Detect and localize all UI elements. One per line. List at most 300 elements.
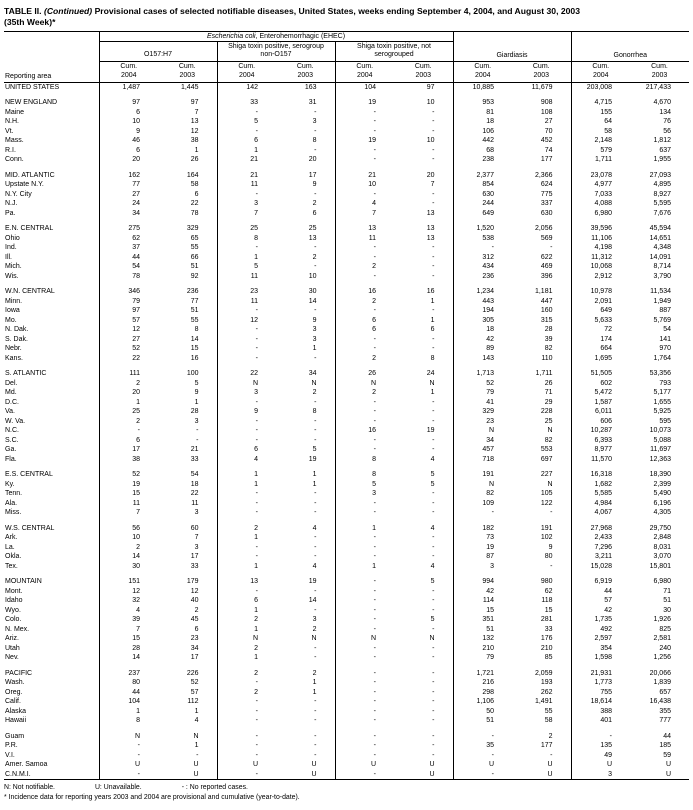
value-cell: 31 <box>308 99 317 107</box>
legend-dash: - : No reported cases. <box>181 784 248 792</box>
value-cell: 6,919 <box>571 571 630 587</box>
value-cell: 16 <box>335 426 394 436</box>
value-cell: 2 <box>335 354 394 364</box>
value-cell: 57 <box>190 688 199 696</box>
value-cell: - <box>314 146 317 154</box>
value-cell: 14 <box>99 653 158 663</box>
value-cell: 1 <box>99 707 158 717</box>
value-cell: - <box>335 108 394 118</box>
reporting-area-cell: Iowa <box>5 307 20 315</box>
value-cell: 637 <box>659 146 671 154</box>
reporting-area-cell: E.N. CENTRAL <box>5 225 54 233</box>
table-row <box>4 571 689 587</box>
value-cell: 13 <box>308 234 317 242</box>
value-cell: - <box>432 118 435 126</box>
value-cell: 79 <box>453 388 512 398</box>
value-cell: - <box>432 587 435 595</box>
value-cell: 21 <box>190 446 199 454</box>
ehec-group-header <box>99 32 453 42</box>
value-cell: 3 <box>453 562 512 572</box>
value-cell: - <box>217 398 276 408</box>
table-row <box>4 464 689 480</box>
value-cell: 34 <box>190 644 199 652</box>
value-cell: N <box>453 480 512 490</box>
value-cell: 4 <box>335 199 394 209</box>
cum-year-header <box>394 62 453 82</box>
value-cell: 262 <box>540 688 553 696</box>
value-cell: 4 <box>217 455 276 465</box>
reporting-area-cell: Hawaii <box>5 717 27 725</box>
value-cell: 55 <box>544 707 553 715</box>
reporting-area-cell: Minn. <box>5 297 23 305</box>
value-cell: - <box>335 127 394 137</box>
value-cell: 312 <box>453 253 512 263</box>
value-cell: 33 <box>217 92 276 108</box>
table-row <box>4 625 689 635</box>
value-cell: 8 <box>335 464 394 480</box>
value-cell: - <box>335 571 394 587</box>
value-cell: - <box>335 243 394 253</box>
reporting-area-cell: Colo. <box>5 616 22 624</box>
value-cell: U <box>311 761 317 769</box>
value-cell: 15 <box>99 489 158 499</box>
value-cell: 4 <box>430 455 435 463</box>
value-cell: 59 <box>663 751 671 759</box>
value-cell: N <box>547 480 553 488</box>
year-label: 2003 <box>179 71 196 79</box>
value-cell: 66 <box>190 253 199 261</box>
value-cell: 777 <box>659 717 671 725</box>
subgroup-header: Shiga toxin positive, not serogrouped <box>335 42 453 62</box>
value-cell: 1,234 <box>453 281 512 297</box>
value-cell: - <box>217 741 276 751</box>
value-cell: - <box>335 155 394 165</box>
value-cell: 2 <box>99 379 158 389</box>
value-cell: 102 <box>540 534 553 542</box>
value-cell: 630 <box>540 209 553 217</box>
value-cell: 9 <box>194 389 199 397</box>
value-cell: - <box>432 707 435 715</box>
table-row <box>4 644 689 654</box>
value-cell: 227 <box>540 471 553 479</box>
value-cell: 1,764 <box>653 354 671 362</box>
value-cell: - <box>335 741 394 751</box>
table-row <box>4 634 689 644</box>
value-cell: - <box>196 751 199 759</box>
value-cell: 1,711 <box>535 370 553 378</box>
value-cell: 12,363 <box>649 455 671 463</box>
value-cell: 7 <box>99 625 158 635</box>
value-cell: 6,393 <box>571 436 630 446</box>
value-cell: 60 <box>190 524 199 532</box>
value-cell: - <box>432 190 435 198</box>
value-cell: - <box>432 499 435 507</box>
value-cell: 142 <box>217 82 276 92</box>
value-cell: 68 <box>453 146 512 156</box>
value-cell: 38 <box>190 137 199 145</box>
value-cell: - <box>217 325 276 335</box>
value-cell: 8 <box>312 137 317 145</box>
value-cell: 25 <box>217 218 276 234</box>
value-cell: - <box>432 669 435 677</box>
value-cell: - <box>217 587 276 597</box>
value-cell: U <box>311 770 317 778</box>
value-cell: 434 <box>453 262 512 272</box>
value-cell: 12 <box>190 587 199 595</box>
value-cell: 17 <box>190 553 199 561</box>
value-cell: - <box>335 663 394 679</box>
table-title <box>4 6 689 27</box>
value-cell: 579 <box>571 146 630 156</box>
value-cell: - <box>550 509 553 517</box>
value-cell: - <box>314 732 317 740</box>
reporting-area-cell: N.C. <box>5 427 19 435</box>
value-cell: 1 <box>217 653 276 663</box>
reporting-area-cell: Alaska <box>5 707 27 715</box>
value-cell: - <box>335 253 394 263</box>
reporting-area-cell: Ark. <box>5 534 18 542</box>
header-row-cumulative <box>4 62 689 82</box>
value-cell: 13 <box>190 118 199 126</box>
table-row <box>4 562 689 572</box>
table-row <box>4 653 689 663</box>
value-cell: N <box>311 379 317 387</box>
value-cell: 1 <box>217 562 276 572</box>
table-row <box>4 108 689 118</box>
value-cell: U <box>99 760 158 770</box>
value-cell: - <box>432 490 435 498</box>
value-cell: - <box>335 625 394 635</box>
value-cell: 54 <box>190 471 199 479</box>
value-cell: 49 <box>571 751 630 761</box>
reporting-area-cell: N.H. <box>5 118 19 126</box>
value-cell: 4 <box>430 562 435 570</box>
value-cell: 23 <box>453 417 512 427</box>
value-cell: - <box>335 117 394 127</box>
value-cell: 19 <box>426 427 435 435</box>
value-cell: 3 <box>312 326 317 334</box>
value-cell: 10 <box>99 117 158 127</box>
cum-label: Cum. <box>356 63 374 71</box>
reporting-area-cell: W.N. CENTRAL <box>5 288 55 296</box>
value-cell: 6 <box>430 326 435 334</box>
value-cell: 6,011 <box>571 407 630 417</box>
value-cell: 177 <box>540 156 553 164</box>
value-cell: 27 <box>99 190 158 200</box>
value-cell: 6,196 <box>653 499 671 507</box>
value-cell: 2,059 <box>534 669 553 677</box>
value-cell: - <box>335 533 394 543</box>
value-cell: - <box>314 190 317 198</box>
value-cell: U <box>547 761 553 769</box>
value-cell: - <box>335 146 394 156</box>
value-cell: 55 <box>190 316 199 324</box>
cum-year-header <box>571 62 630 82</box>
value-cell: 11,106 <box>571 234 630 244</box>
reporting-area-cell: N.Y. City <box>5 190 32 198</box>
value-cell: 62 <box>99 234 158 244</box>
value-cell: 953 <box>453 92 512 108</box>
value-cell: 7,676 <box>653 209 671 217</box>
value-cell: 1 <box>217 533 276 543</box>
value-cell: 315 <box>540 316 553 324</box>
year-label: 2003 <box>651 71 668 79</box>
value-cell: 18 <box>453 117 512 127</box>
table-row <box>4 155 689 165</box>
value-cell: 20 <box>426 171 435 179</box>
value-cell: - <box>314 427 317 435</box>
value-cell: 457 <box>453 445 512 455</box>
table-row <box>4 606 689 616</box>
value-cell: 163 <box>304 83 317 91</box>
value-cell: 281 <box>540 616 553 624</box>
value-cell: 1 <box>430 316 435 324</box>
value-cell: 185 <box>659 742 671 750</box>
value-cell: 54 <box>99 262 158 272</box>
cum-label: Cum. <box>296 63 314 71</box>
value-cell: 6 <box>217 136 276 146</box>
value-cell: 37 <box>99 243 158 253</box>
value-cell: 64 <box>571 117 630 127</box>
table-row <box>4 663 689 679</box>
value-cell: 51 <box>453 716 512 726</box>
value-cell: 3 <box>571 770 630 780</box>
value-cell: 15,028 <box>571 562 630 572</box>
value-cell: 1,735 <box>571 615 630 625</box>
year-label: 2004 <box>120 71 137 79</box>
value-cell: 2,597 <box>571 634 630 644</box>
value-cell: 28 <box>190 408 199 416</box>
value-cell: 908 <box>540 99 553 107</box>
value-cell: 10,068 <box>571 262 630 272</box>
value-cell: 5 <box>217 117 276 127</box>
value-cell: 80 <box>99 678 158 688</box>
value-cell: - <box>99 751 158 761</box>
value-cell: 1,812 <box>653 137 671 145</box>
value-cell: N <box>335 379 394 389</box>
value-cell: - <box>335 697 394 707</box>
value-cell: - <box>217 243 276 253</box>
value-cell: 401 <box>571 716 630 726</box>
reporting-area-cell: Mich. <box>5 263 22 271</box>
reporting-area-cell: Tex. <box>5 562 18 570</box>
header-row-groups <box>4 32 689 42</box>
value-cell: 4,305 <box>653 509 671 517</box>
value-cell: 2 <box>335 297 394 307</box>
value-cell: 11,679 <box>531 83 553 91</box>
value-cell: 2 <box>99 543 158 553</box>
value-cell: 12 <box>99 325 158 335</box>
value-cell: 194 <box>453 306 512 316</box>
value-cell: N <box>311 635 317 643</box>
value-cell: U <box>335 760 394 770</box>
value-cell: 13 <box>426 225 435 233</box>
value-cell: 35 <box>453 741 512 751</box>
value-cell: 52 <box>99 464 158 480</box>
value-cell: 354 <box>571 644 630 654</box>
value-cell: - <box>432 751 435 759</box>
value-cell: 1 <box>430 297 435 305</box>
year-label: 2004 <box>474 71 491 79</box>
value-cell: 17 <box>99 445 158 455</box>
value-cell: 6,980 <box>571 209 630 219</box>
legend-n: N: Not notifiable. <box>4 784 55 792</box>
value-cell: 9 <box>312 181 317 189</box>
value-cell: 56 <box>99 518 158 534</box>
value-cell: 4,895 <box>653 181 671 189</box>
cum-label: Cum. <box>178 63 196 71</box>
reporting-area-cell: Maine <box>5 108 25 116</box>
value-cell: 51 <box>190 307 199 315</box>
value-cell: U <box>571 760 630 770</box>
table-row <box>4 388 689 398</box>
legend-u: U: Unavailable. <box>94 784 142 792</box>
value-cell: 79 <box>453 653 512 663</box>
value-cell: N <box>99 726 158 742</box>
reporting-area-cell: Utah <box>5 644 20 652</box>
value-cell: - <box>453 726 512 742</box>
cum-label: Cum. <box>120 63 138 71</box>
table-row <box>4 281 689 297</box>
value-cell: 10 <box>426 137 435 145</box>
value-cell: - <box>432 408 435 416</box>
value-cell: 34 <box>308 370 317 378</box>
table-row <box>4 552 689 562</box>
value-cell: 58 <box>544 717 553 725</box>
value-cell: U <box>429 761 435 769</box>
table-row <box>4 445 689 455</box>
value-cell: 5 <box>430 471 435 479</box>
value-cell: 44 <box>99 688 158 698</box>
reporting-area-cell: Ind. <box>5 244 17 252</box>
value-cell: 5,633 <box>571 316 630 326</box>
value-cell: 135 <box>571 741 630 751</box>
value-cell: 1 <box>312 480 317 488</box>
value-cell: 52 <box>190 679 199 687</box>
value-cell: - <box>335 596 394 606</box>
reporting-area-cell: Ala. <box>5 499 18 507</box>
value-cell: 70 <box>544 127 553 135</box>
value-cell: 19 <box>308 578 317 586</box>
value-cell: 4,348 <box>653 244 671 252</box>
value-cell: 104 <box>99 697 158 707</box>
value-cell: - <box>432 698 435 706</box>
table-row <box>4 209 689 219</box>
value-cell: 14 <box>308 297 317 305</box>
value-cell: 13 <box>217 571 276 587</box>
value-cell: - <box>432 127 435 135</box>
table-row <box>4 678 689 688</box>
table-row <box>4 243 689 253</box>
value-cell: 11 <box>217 272 276 282</box>
value-cell: 21 <box>217 165 276 181</box>
value-cell: 4 <box>312 524 317 532</box>
reporting-area-cell: NEW ENGLAND <box>5 99 58 107</box>
value-cell: 15 <box>453 606 512 616</box>
value-cell: 39 <box>99 615 158 625</box>
table-row <box>4 508 689 518</box>
value-cell: - <box>217 306 276 316</box>
value-cell: 82 <box>453 489 512 499</box>
table-row <box>4 688 689 698</box>
table-row <box>4 716 689 726</box>
value-cell: 7 <box>194 108 199 116</box>
value-cell: 71 <box>544 389 553 397</box>
value-cell: 6 <box>194 190 199 198</box>
cum-label: Cum. <box>592 63 610 71</box>
value-cell: 106 <box>453 127 512 137</box>
value-cell: 3,070 <box>653 553 671 561</box>
value-cell: 54 <box>663 326 671 334</box>
reporting-area-cell: Idaho <box>5 597 23 605</box>
value-cell: - <box>432 446 435 454</box>
value-cell: 5,925 <box>653 408 671 416</box>
value-cell: 11,697 <box>650 446 671 454</box>
value-cell: 1 <box>194 398 199 406</box>
value-cell: 237 <box>99 663 158 679</box>
table-row <box>4 379 689 389</box>
value-cell: - <box>217 726 276 742</box>
value-cell: 553 <box>540 446 553 454</box>
value-cell: 20 <box>308 156 317 164</box>
value-cell: 9 <box>548 543 553 551</box>
value-cell: 45 <box>190 616 199 624</box>
value-cell: 3 <box>194 509 199 517</box>
value-cell: 3 <box>335 489 394 499</box>
value-cell: - <box>432 146 435 154</box>
value-cell: 65 <box>190 234 199 242</box>
cum-label: Cum. <box>238 63 256 71</box>
reporting-area-cell: C.N.M.I. <box>5 770 31 778</box>
value-cell: 97 <box>99 306 158 316</box>
value-cell: 2 <box>217 644 276 654</box>
value-cell: - <box>335 587 394 597</box>
value-cell: 970 <box>659 345 671 353</box>
value-cell: 1,587 <box>571 398 630 408</box>
value-cell: - <box>314 707 317 715</box>
value-cell: 1,256 <box>653 654 671 662</box>
value-cell: - <box>432 108 435 116</box>
value-cell: 26 <box>544 379 553 387</box>
value-cell: - <box>432 717 435 725</box>
value-cell: N <box>453 426 512 436</box>
value-cell: 649 <box>453 209 512 219</box>
value-cell: 191 <box>540 524 553 532</box>
value-cell: - <box>217 426 276 436</box>
value-cell: - <box>432 625 435 633</box>
value-cell: - <box>335 751 394 761</box>
value-cell: - <box>335 606 394 616</box>
table-row <box>4 136 689 146</box>
value-cell: 1 <box>217 625 276 635</box>
value-cell: - <box>314 263 317 271</box>
reporting-area-cell: Calif. <box>5 698 21 706</box>
value-cell: 2,433 <box>571 533 630 543</box>
table-row <box>4 426 689 436</box>
value-cell: 203,008 <box>571 82 630 92</box>
value-cell: 4,977 <box>571 180 630 190</box>
value-cell: U <box>193 761 199 769</box>
reporting-area-cell: Ohio <box>5 234 20 242</box>
value-cell: 13 <box>426 209 435 217</box>
value-cell: 11,570 <box>571 455 630 465</box>
value-cell: 606 <box>571 417 630 427</box>
value-cell: 244 <box>453 199 512 209</box>
value-cell: - <box>432 307 435 315</box>
value-cell: 1,655 <box>653 398 671 406</box>
table-row <box>4 615 689 625</box>
subgroup-header: Shiga toxin positive, serogroup non-O157 <box>217 42 335 62</box>
